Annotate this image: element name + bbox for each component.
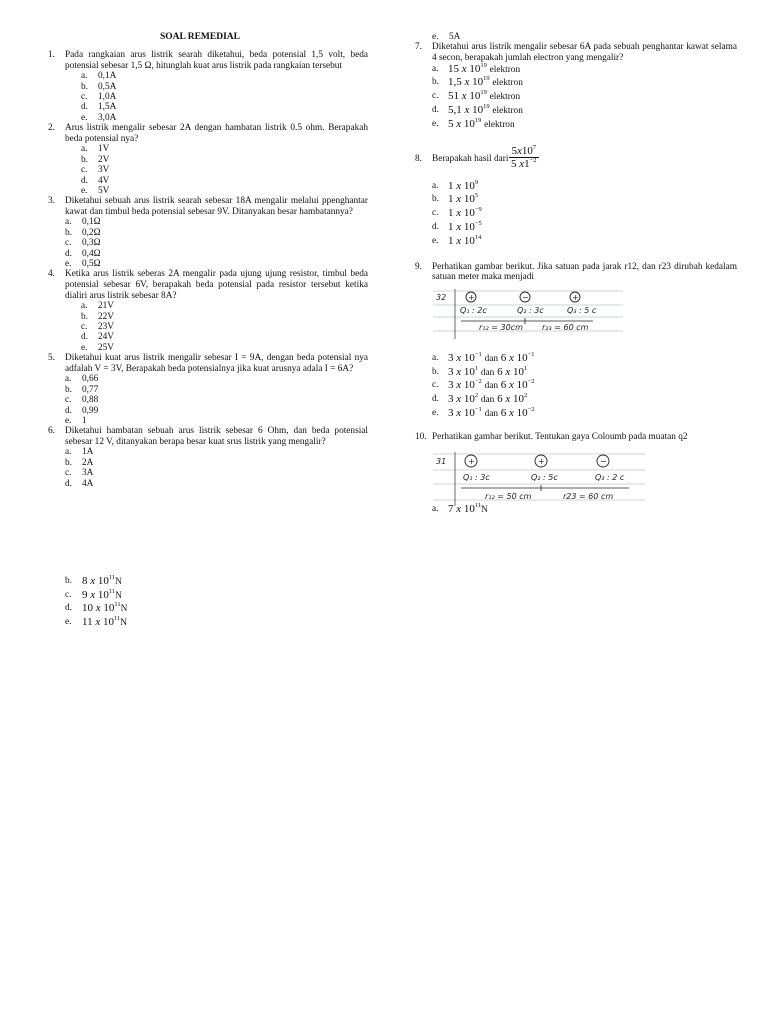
option-c: c. 3A bbox=[65, 468, 94, 479]
q1-options bbox=[81, 71, 368, 123]
option-a: a. 0,1A bbox=[81, 71, 117, 82]
option-c: c. 1,0A bbox=[81, 91, 117, 102]
question-text: Perhatikan gambar berikut. Tentukan gaya Coloumb pada muatan q2 bbox=[432, 431, 688, 442]
charge-label-2: Q₂ : 3c bbox=[517, 305, 544, 315]
question-text: Diketahui sebuah arus listrik searah sebesar 18A mengalir melalui ppenghantar kawat dan timbul beda potensial sebesar 9V. Ditanyakan besar hambatannya? bbox=[65, 196, 368, 217]
page-title: SOAL REMEDIAL bbox=[160, 32, 240, 42]
option-e: e. 0,5Ω bbox=[65, 259, 101, 270]
q9-options bbox=[432, 350, 737, 422]
distance-label-r23: r23 = 60 cm bbox=[563, 492, 614, 502]
question-3 bbox=[48, 196, 368, 217]
question-6 bbox=[48, 426, 368, 447]
charge-label-3: Q₃ : 5 c bbox=[567, 305, 597, 315]
option-b: b. 8 x $10^{11}N$ bbox=[65, 574, 122, 587]
option-e: e. 5 x $10^{19}$ elektron bbox=[432, 116, 515, 130]
distance-label-r23: r₂₃ = 60 cm bbox=[542, 322, 589, 332]
q2-options bbox=[81, 144, 368, 196]
option-e: e. 5V bbox=[81, 185, 110, 196]
option-c: c. 3V bbox=[81, 165, 110, 176]
question-9 bbox=[415, 262, 737, 283]
option-c: c. 0,3Ω bbox=[65, 238, 101, 249]
fraction-expression: $\frac{5x10^7}{5 x1^{-2}}$ bbox=[511, 143, 537, 170]
question-text: Ketika arus listrik seberas 2A mengalir pada ujung ujung resistor, timbul beda potensial sebesar 6V, berapakah beda potensial pada resistor tersebut ketika dialiri arus listrik sebesar 8A? bbox=[65, 269, 368, 301]
distance-label-r12: r₁₂ = 30cm bbox=[479, 322, 523, 332]
option-a: a. 1 x $10^9$ bbox=[432, 178, 479, 192]
option-c: c. 9 x $10^{11}N$ bbox=[65, 587, 122, 601]
charge-label-1: Q₁ : 3c bbox=[463, 473, 490, 483]
option-d: d. 4A bbox=[65, 478, 94, 489]
question-number: 9. bbox=[415, 261, 422, 272]
question-number: 1. bbox=[48, 50, 55, 60]
question-number: 8. bbox=[415, 153, 422, 164]
question-5 bbox=[48, 353, 368, 374]
right-column bbox=[415, 32, 737, 518]
option-e: e. 3 x $10^{-1}$ dan 6 x $10^{-2}$ bbox=[432, 405, 535, 419]
question-text: Pada rangkaian arus listrik searah diketahui, beda potensial 1,5 volt, beda potensial sebesar 1,5 Ω, hitunglah kuat arus listrik pada rangkaian tersebut bbox=[65, 50, 368, 71]
q9-figure bbox=[433, 283, 737, 343]
option-e: e. 1 x $10^{14}$ bbox=[432, 233, 482, 247]
question-1 bbox=[48, 50, 368, 71]
charge-diagram-q10 bbox=[433, 450, 645, 508]
option-e: e. 25V bbox=[81, 342, 115, 353]
distance-label-r12: r₁₂ = 50 cm bbox=[485, 492, 532, 502]
option-d: d. 5,1 x $10^{19}$ elektron bbox=[432, 102, 523, 116]
charge-label-3: Q₃ : 2 c bbox=[595, 473, 625, 483]
charge-sign-1: + bbox=[468, 457, 475, 467]
left-column bbox=[48, 50, 368, 489]
option-e: e. 1 bbox=[65, 415, 87, 426]
q6-option-e: e. 5A bbox=[432, 32, 461, 42]
question-number: 4. bbox=[48, 269, 55, 280]
option-b: b. 2V bbox=[81, 154, 110, 165]
option-a: a. 1V bbox=[81, 144, 110, 155]
question-10 bbox=[415, 432, 737, 443]
question-number: 5. bbox=[48, 353, 55, 364]
question-7 bbox=[415, 42, 737, 63]
option-d: d. 1 x $10^{-5}$ bbox=[432, 219, 482, 233]
option-c: c. 0,88 bbox=[65, 395, 99, 406]
question-text: Diketahui hambatan sebuah arus listrik sebesar 6 Ohm, dan beda potensial sebesar 12 V, ditanyakan berapa besar kuat srus listrik yang mengalir? bbox=[65, 426, 368, 447]
charge-label-2: Q₂ : 5c bbox=[531, 473, 558, 483]
option-a: a. 3 x $10^{-1}$ dan 6 x $10^{-1}$ bbox=[432, 350, 535, 364]
option-d: d. 24V bbox=[81, 332, 115, 343]
charge-sign-2: + bbox=[538, 457, 545, 467]
question-text: Arus listrik mengalir sebesar 2A dengan hambatan listrik 0.5 ohm. Berapakah beda potensial nya? bbox=[65, 123, 368, 144]
option-d: d. 0,4Ω bbox=[65, 248, 101, 259]
option-b: b. 0,77 bbox=[65, 384, 99, 395]
question-2 bbox=[48, 123, 368, 144]
charge-sign-3: + bbox=[572, 292, 579, 302]
q10-figure bbox=[433, 442, 737, 504]
charge-sign-1: + bbox=[468, 292, 475, 302]
option-a: a. 1A bbox=[65, 447, 94, 458]
option-c: c. 23V bbox=[81, 321, 115, 332]
question-number: 2. bbox=[48, 123, 55, 134]
question-text: Berapakah hasil dari bbox=[432, 153, 509, 164]
option-c: c. 51 x $10^{19}$ elektron bbox=[432, 89, 521, 103]
question-number: 7. bbox=[415, 42, 422, 53]
option-b: b. 1 x $10^5$ bbox=[432, 192, 479, 206]
question-number: 10. bbox=[415, 431, 427, 442]
option-b: b. 3 x $10^1$ dan 6 x $10^1$ bbox=[432, 364, 528, 378]
q4-options bbox=[81, 301, 368, 353]
q10-option-a: a. 7 x $10^{11}N$ bbox=[432, 502, 488, 516]
option-e: e. 11 x $10^{11}N$ bbox=[65, 614, 127, 628]
q5-options bbox=[65, 374, 368, 426]
q6-options bbox=[65, 447, 368, 489]
option-d: d. 4V bbox=[81, 175, 110, 186]
option-b: b. 2A bbox=[65, 457, 94, 468]
option-c: c. 3 x $10^{-2}$ dan 6 x $10^{-2}$ bbox=[432, 378, 535, 392]
option-b: b. 0,2Ω bbox=[65, 227, 101, 238]
q10-continued-options bbox=[65, 576, 265, 630]
question-text: Perhatikan gambar berikut. Jika satuan pada jarak r12, dan r23 dirubah kedalam satuan meter maka menjadi bbox=[432, 261, 737, 283]
question-4 bbox=[48, 269, 368, 301]
option-a: a. 0,1Ω bbox=[65, 217, 101, 228]
question-text: Diketahui kuat arus listrik mengalir sebesar I = 9A, dengan beda potensial nya adfalah V = 3V, Berapakah beda potensialnya jika kuat arusnya adala I = 6A? bbox=[65, 353, 368, 374]
option-d: d. 3 x $10^2$ dan 6 x $10^2$ bbox=[432, 392, 528, 406]
charge-sign-3: − bbox=[600, 457, 607, 467]
question-text: Diketahui arus listrik mengalir sebesar 6A pada sebuah penghantar kawat selama 4 secon, berapakah jumlah electron yang mengalir? bbox=[432, 42, 737, 63]
option-a: a. 15 x $10^{19}$ elektron bbox=[432, 61, 521, 75]
option-a: a. 0,66 bbox=[65, 374, 99, 385]
charge-diagram-q9 bbox=[433, 287, 623, 343]
option-b: b. 1,5 x $10^{19}$ elektron bbox=[432, 75, 523, 89]
option-c: c. 1 x $10^{-9}$ bbox=[432, 206, 482, 220]
q7-options bbox=[432, 61, 737, 133]
q3-options bbox=[65, 217, 368, 269]
option-d: d. 10 x $10^{11}N$ bbox=[65, 601, 128, 614]
option-e: e. 3,0A bbox=[81, 112, 117, 123]
question-number: 3. bbox=[48, 196, 55, 207]
question-number: 6. bbox=[48, 426, 55, 437]
charge-label-1: Q₁ : 2c bbox=[460, 305, 487, 315]
option-d: d. 1,5A bbox=[81, 102, 117, 113]
option-a: a. 21V bbox=[81, 301, 115, 312]
option-b: b. 22V bbox=[81, 311, 115, 322]
option-d: d. 0,99 bbox=[65, 405, 99, 416]
charge-sign-2: − bbox=[522, 292, 529, 302]
option-b: b. 0,5A bbox=[81, 81, 117, 92]
figure-number: 31 bbox=[436, 457, 447, 467]
figure-number: 32 bbox=[436, 292, 447, 302]
question-8 bbox=[415, 145, 737, 175]
q8-options bbox=[432, 178, 737, 250]
